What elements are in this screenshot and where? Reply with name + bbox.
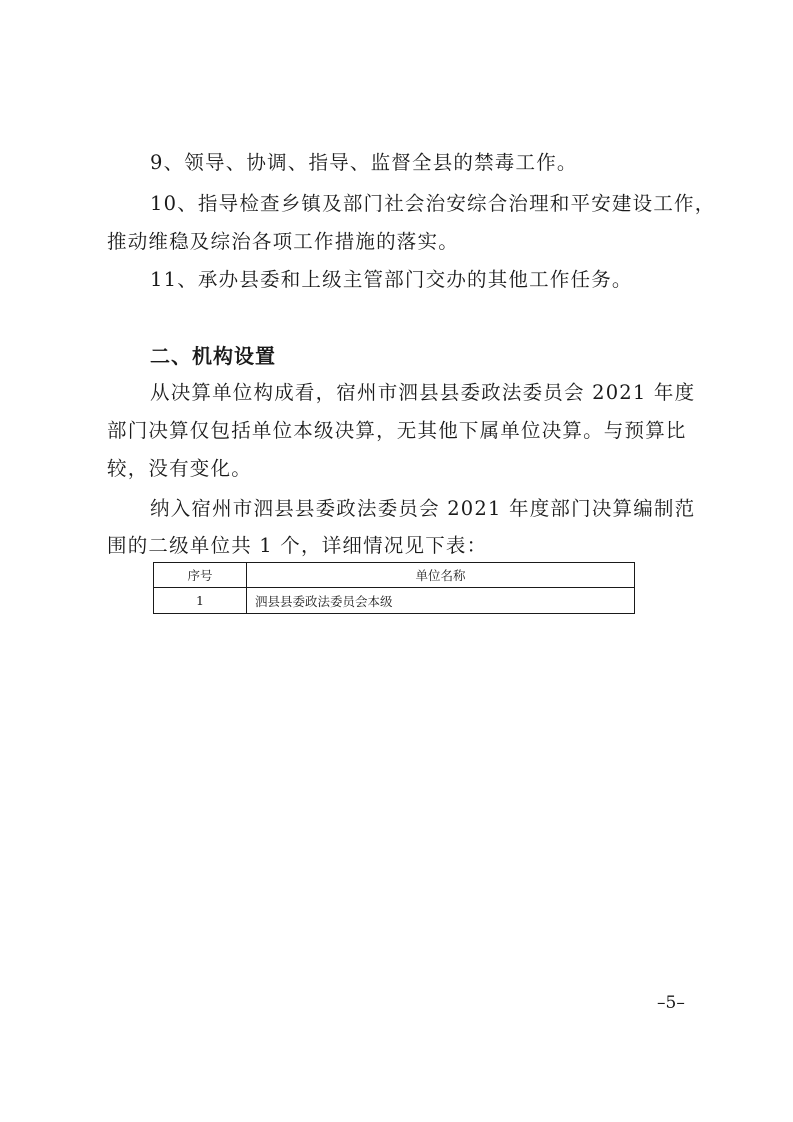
page-number: –5–	[657, 993, 685, 1013]
table-cell-serial: 1	[154, 588, 247, 614]
duty-item-11: 11、承办县委和上级主管部门交办的其他工作任务。	[150, 268, 633, 291]
paragraph-2-line-2: 围的二级单位共 1 个，详细情况见下表：	[107, 534, 488, 557]
column-header-serial: 序号	[154, 563, 247, 588]
paragraph-1-line-1: 从决算单位构成看，宿州市泗县县委政法委员会 2021 年度	[150, 381, 696, 404]
duty-item-10-line-1: 10、指导检查乡镇及部门社会治安综合治理和平安建设工作，	[150, 192, 716, 215]
paragraph-1-line-3: 较，没有变化。	[107, 457, 252, 480]
duty-item-10-line-2: 推动维稳及综治各项工作措施的落实。	[107, 230, 459, 253]
table-cell-unit-name: 泗县县委政法委员会本级	[247, 588, 635, 614]
secondary-units-table	[153, 562, 635, 614]
duty-item-9: 9、领导、协调、指导、监督全县的禁毒工作。	[150, 151, 578, 174]
section-heading-org-structure: 二、机构设置	[150, 344, 276, 368]
table-header-row	[154, 563, 635, 588]
table-row	[154, 588, 635, 614]
paragraph-2-line-1: 纳入宿州市泗县县委政法委员会 2021 年度部门决算编制范	[150, 497, 696, 520]
column-header-unit-name: 单位名称	[247, 563, 635, 588]
paragraph-1-line-2: 部门决算仅包括单位本级决算，无其他下属单位决算。与预算比	[107, 419, 687, 442]
